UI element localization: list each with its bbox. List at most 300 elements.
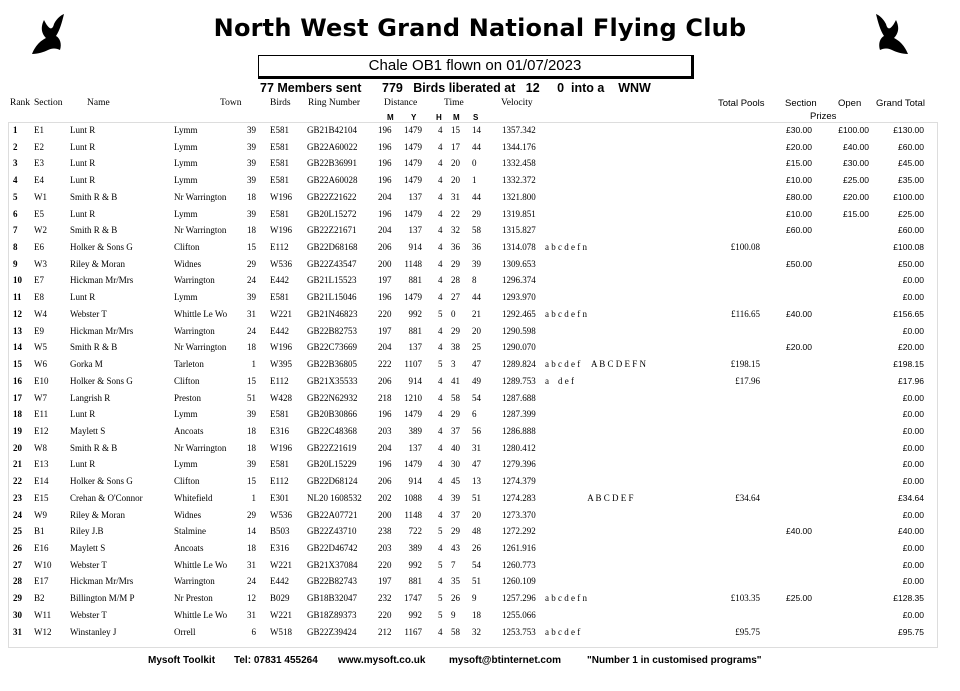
cell-time-hours: 4 (438, 191, 443, 202)
cell-fancier-code: W536 (270, 509, 292, 520)
cell-fancier-code: W221 (270, 559, 292, 570)
cell-distance-miles: 206 (378, 242, 392, 253)
cell-time-hours: 4 (438, 375, 443, 386)
cell-velocity: 1314.078 (502, 242, 536, 253)
cell-pools-entered: a b c d e f (545, 626, 581, 637)
cell-rank: 5 (13, 191, 18, 202)
cell-distance-yards: 1747 (404, 593, 422, 604)
cell-town: Nr Warrington (174, 342, 227, 353)
cell-time-seconds: 25 (472, 342, 481, 353)
cell-fancier-code: E581 (270, 175, 289, 186)
cell-birds: 39 (247, 459, 256, 470)
cell-time-seconds: 44 (472, 292, 481, 303)
cell-distance-miles: 204 (378, 342, 392, 353)
col-time: Time (444, 98, 464, 108)
table-row (0, 240, 960, 257)
cell-section: E1 (34, 125, 44, 135)
cell-town: Warrington (174, 325, 215, 336)
cell-distance-yards: 881 (408, 275, 422, 286)
cell-ring-number: GB22B82753 (307, 325, 358, 336)
cell-distance-yards: 1479 (404, 459, 422, 470)
cell-time-minutes: 9 (451, 609, 456, 620)
cell-section: E4 (34, 175, 44, 186)
cell-time-minutes: 58 (451, 626, 460, 637)
cell-distance-yards: 722 (408, 526, 422, 537)
cell-pools-amount: £103.35 (730, 593, 760, 604)
cell-time-seconds: 9 (472, 593, 477, 604)
table-row (0, 407, 960, 424)
cell-town: Lymm (174, 459, 198, 470)
table-row (0, 290, 960, 307)
cell-ring-number: GB22A60028 (307, 175, 358, 186)
cell-town: Ancoats (174, 425, 204, 436)
cell-birds: 39 (247, 175, 256, 186)
cell-fancier-code: E112 (270, 375, 289, 386)
cell-rank: 17 (13, 392, 22, 403)
col-grand-total: Grand Total (876, 98, 925, 109)
cell-velocity: 1279.396 (502, 459, 536, 470)
cell-velocity: 1255.066 (502, 609, 536, 620)
cell-town: Lymm (174, 292, 198, 303)
cell-name: Crehan & O'Connor (70, 492, 143, 503)
cell-distance-miles: 196 (378, 175, 392, 186)
cell-velocity: 1274.379 (502, 476, 536, 487)
cell-town: Clifton (174, 476, 200, 487)
table-row (0, 508, 960, 525)
cell-ring-number: GB22Z43547 (307, 258, 357, 269)
cell-pools-amount: £34.64 (735, 492, 760, 503)
cell-time-minutes: 58 (451, 392, 460, 403)
cell-grand-total: £0.00 (902, 409, 924, 420)
table-row (0, 357, 960, 374)
cell-grand-total: £25.00 (898, 208, 924, 219)
col-birds: Birds (270, 98, 291, 108)
cell-velocity: 1315.827 (502, 225, 536, 236)
cell-velocity: 1332.458 (502, 158, 536, 169)
cell-town: Whitefield (174, 492, 213, 503)
cell-name: Riley & Moran (70, 258, 125, 269)
cell-distance-miles: 196 (378, 292, 392, 303)
cell-section-prize: £20.00 (786, 342, 812, 353)
cell-ring-number: GB22C73669 (307, 342, 358, 353)
cell-town: Clifton (174, 242, 200, 253)
cell-rank: 15 (13, 359, 22, 370)
cell-rank: 26 (13, 542, 22, 553)
cell-ring-number: GB21N46823 (307, 308, 358, 319)
cell-velocity: 1290.070 (502, 342, 536, 353)
cell-ring-number: GB21X35533 (307, 375, 358, 386)
cell-time-minutes: 29 (451, 526, 460, 537)
cell-fancier-code: W395 (270, 359, 292, 370)
col-distance: Distance (384, 98, 418, 108)
cell-town: Lymm (174, 158, 198, 169)
cell-grand-total: £0.00 (902, 292, 924, 303)
cell-distance-miles: 196 (378, 208, 392, 219)
cell-fancier-code: W536 (270, 258, 292, 269)
cell-fancier-code: E581 (270, 409, 289, 420)
cell-birds: 6 (251, 626, 256, 637)
footer-email[interactable]: mysoft@btinternet.com (449, 655, 561, 666)
cell-distance-yards: 137 (408, 442, 422, 453)
cell-name: Holker & Sons G (70, 375, 133, 386)
table-row (0, 324, 960, 341)
cell-ring-number: GB22D46742 (307, 542, 358, 553)
cell-time-hours: 4 (438, 242, 443, 253)
cell-distance-miles: 196 (378, 141, 392, 152)
cell-time-hours: 4 (438, 392, 443, 403)
table-row (0, 574, 960, 591)
cell-velocity: 1274.283 (502, 492, 536, 503)
cell-name: Webster T (70, 559, 107, 570)
cell-time-hours: 4 (438, 425, 443, 436)
cell-grand-total: £0.00 (902, 559, 924, 570)
cell-time-seconds: 58 (472, 225, 481, 236)
cell-time-seconds: 54 (472, 559, 481, 570)
cell-town: Lymm (174, 208, 198, 219)
cell-grand-total: £0.00 (902, 425, 924, 436)
cell-time-hours: 4 (438, 492, 443, 503)
table-row (0, 374, 960, 391)
cell-name: Smith R & B (70, 191, 118, 202)
cell-section: B2 (34, 593, 45, 604)
cell-birds: 18 (247, 342, 256, 353)
cell-section: W8 (34, 442, 47, 453)
race-subtitle: Chale OB1 flown on 01/07/2023 (258, 55, 694, 79)
cell-ring-number: GB21L15523 (307, 275, 357, 286)
cell-time-minutes: 28 (451, 275, 460, 286)
cell-birds: 29 (247, 509, 256, 520)
cell-velocity: 1261.916 (502, 542, 536, 553)
cell-pools-entered: a d e f (545, 375, 574, 386)
cell-section-prize: £60.00 (786, 225, 812, 236)
cell-birds: 24 (247, 275, 256, 286)
cell-birds: 39 (247, 125, 256, 135)
cell-section: E6 (34, 242, 44, 253)
cell-ring-number: GB22B82743 (307, 576, 358, 587)
cell-section: W3 (34, 258, 47, 269)
cell-ring-number: GB22C48368 (307, 425, 358, 436)
cell-name: Lunt R (70, 409, 96, 420)
cell-fancier-code: B029 (270, 593, 290, 604)
cell-ring-number: GB20L15272 (307, 208, 357, 219)
cell-birds: 39 (247, 208, 256, 219)
cell-rank: 21 (13, 459, 22, 470)
cell-distance-yards: 1107 (404, 359, 422, 370)
cell-name: Lunt R (70, 158, 96, 169)
cell-section-prize: £15.00 (786, 158, 812, 169)
cell-birds: 51 (247, 392, 256, 403)
cell-time-seconds: 44 (472, 191, 481, 202)
cell-pools-entered: A B C D E F (545, 492, 634, 503)
cell-velocity: 1287.399 (502, 409, 536, 420)
pigeon-icon (874, 14, 910, 58)
cell-time-seconds: 20 (472, 325, 481, 336)
cell-section: W1 (34, 191, 47, 202)
cell-distance-miles: 197 (378, 576, 392, 587)
cell-section: W7 (34, 392, 47, 403)
cell-fancier-code: E316 (270, 425, 289, 436)
cell-name: Hickman Mr/Mrs (70, 325, 134, 336)
table-row (0, 491, 960, 508)
cell-ring-number: GB18Z89373 (307, 609, 357, 620)
cell-birds: 39 (247, 158, 256, 169)
footer-web[interactable]: www.mysoft.co.uk (338, 655, 426, 666)
cell-time-hours: 4 (438, 626, 443, 637)
cell-grand-total: £95.75 (898, 626, 924, 637)
cell-time-hours: 4 (438, 292, 443, 303)
cell-fancier-code: W196 (270, 225, 292, 236)
cell-fancier-code: E442 (270, 576, 289, 587)
cell-section: E14 (34, 476, 49, 487)
table-row (0, 608, 960, 625)
cell-grand-total: £198.15 (893, 359, 924, 370)
table-row (0, 474, 960, 491)
cell-grand-total: £0.00 (902, 509, 924, 520)
cell-distance-yards: 881 (408, 325, 422, 336)
cell-distance-miles: 222 (378, 359, 392, 370)
cell-grand-total: £0.00 (902, 576, 924, 587)
footer-tel: Tel: 07831 455264 (234, 655, 318, 666)
cell-time-hours: 5 (438, 359, 443, 370)
cell-section: E9 (34, 325, 44, 336)
cell-time-minutes: 38 (451, 342, 460, 353)
cell-distance-yards: 992 (408, 308, 422, 319)
cell-birds: 39 (247, 292, 256, 303)
table-row (0, 207, 960, 224)
cell-time-hours: 4 (438, 476, 443, 487)
cell-grand-total: £60.00 (898, 225, 924, 236)
cell-distance-yards: 992 (408, 609, 422, 620)
table-row (0, 273, 960, 290)
cell-name: Holker & Sons G (70, 242, 133, 253)
cell-birds: 31 (247, 559, 256, 570)
cell-velocity: 1260.773 (502, 559, 536, 570)
cell-section: W12 (34, 626, 52, 637)
cell-name: Holker & Sons G (70, 476, 133, 487)
cell-town: Whittle Le Wo (174, 609, 228, 620)
cell-birds: 29 (247, 258, 256, 269)
cell-time-minutes: 15 (451, 125, 460, 135)
cell-ring-number: GB21X37084 (307, 559, 358, 570)
cell-time-hours: 5 (438, 559, 443, 570)
col-town: Town (220, 98, 242, 108)
cell-section: E17 (34, 576, 49, 587)
cell-time-hours: 5 (438, 308, 443, 319)
cell-distance-miles: 232 (378, 593, 392, 604)
cell-ring-number: GB22Z21619 (307, 442, 357, 453)
cell-birds: 18 (247, 542, 256, 553)
cell-distance-yards: 1479 (404, 208, 422, 219)
table-row (0, 307, 960, 324)
cell-town: Widnes (174, 258, 202, 269)
cell-velocity: 1292.465 (502, 308, 536, 319)
cell-section: W10 (34, 559, 52, 570)
cell-distance-yards: 914 (408, 476, 422, 487)
cell-distance-miles: 204 (378, 191, 392, 202)
cell-rank: 29 (13, 593, 22, 604)
cell-grand-total: £0.00 (902, 325, 924, 336)
cell-time-minutes: 3 (451, 359, 456, 370)
cell-name: Langrish R (70, 392, 111, 403)
cell-velocity: 1286.888 (502, 425, 536, 436)
cell-grand-total: £156.65 (893, 308, 924, 319)
cell-grand-total: £0.00 (902, 459, 924, 470)
cell-time-seconds: 0 (472, 158, 477, 169)
cell-time-hours: 4 (438, 325, 443, 336)
cell-ring-number: GB22N62932 (307, 392, 358, 403)
cell-ring-number: GB22Z43710 (307, 526, 357, 537)
cell-name: Smith R & B (70, 342, 118, 353)
col-rank: Rank (10, 98, 31, 108)
cell-name: Lunt R (70, 125, 96, 135)
cell-rank: 3 (13, 158, 18, 169)
cell-time-hours: 4 (438, 258, 443, 269)
cell-rank: 1 (13, 125, 18, 135)
cell-distance-yards: 137 (408, 225, 422, 236)
cell-fancier-code: W196 (270, 342, 292, 353)
cell-distance-miles: 206 (378, 375, 392, 386)
cell-birds: 24 (247, 576, 256, 587)
cell-distance-miles: 203 (378, 542, 392, 553)
cell-pools-amount: £95.75 (735, 626, 760, 637)
cell-time-hours: 5 (438, 593, 443, 604)
cell-name: Webster T (70, 609, 107, 620)
cell-ring-number: GB22B36805 (307, 359, 358, 370)
cell-time-minutes: 39 (451, 492, 460, 503)
cell-distance-miles: 203 (378, 425, 392, 436)
cell-distance-yards: 1479 (404, 158, 422, 169)
table-row (0, 156, 960, 173)
cell-town: Lymm (174, 125, 198, 135)
cell-time-seconds: 8 (472, 275, 477, 286)
cell-ring-number: GB22Z21622 (307, 191, 357, 202)
table-row (0, 340, 960, 357)
cell-section: W9 (34, 509, 47, 520)
cell-name: Lunt R (70, 292, 96, 303)
cell-distance-miles: 196 (378, 125, 392, 135)
cell-distance-miles: 197 (378, 325, 392, 336)
cell-time-minutes: 29 (451, 258, 460, 269)
cell-distance-miles: 238 (378, 526, 392, 537)
cell-time-seconds: 18 (472, 609, 481, 620)
cell-grand-total: £100.08 (893, 242, 924, 253)
cell-grand-total: £50.00 (898, 258, 924, 269)
cell-time-seconds: 48 (472, 526, 481, 537)
cell-grand-total: £0.00 (902, 392, 924, 403)
cell-time-seconds: 32 (472, 626, 481, 637)
cell-name: Winstanley J (70, 626, 117, 637)
cell-fancier-code: W196 (270, 191, 292, 202)
cell-pools-amount: £116.65 (731, 308, 760, 319)
cell-velocity: 1332.372 (502, 175, 536, 186)
cell-distance-yards: 1088 (404, 492, 422, 503)
footer-tagline: "Number 1 in customised programs" (587, 655, 762, 666)
cell-velocity: 1257.296 (502, 593, 536, 604)
cell-fancier-code: E112 (270, 242, 289, 253)
cell-time-minutes: 26 (451, 593, 460, 604)
cell-town: Whittle Le Wo (174, 559, 228, 570)
cell-time-minutes: 0 (451, 308, 456, 319)
cell-birds: 1 (251, 492, 256, 503)
cell-name: Webster T (70, 308, 107, 319)
cell-fancier-code: E581 (270, 459, 289, 470)
cell-velocity: 1290.598 (502, 325, 536, 336)
cell-name: Riley J.B (70, 526, 104, 537)
cell-time-seconds: 6 (472, 409, 477, 420)
cell-pools-entered: a b c d e f n (545, 593, 587, 604)
cell-velocity: 1273.370 (502, 509, 536, 520)
cell-distance-yards: 137 (408, 342, 422, 353)
cell-ring-number: GB22Z39424 (307, 626, 357, 637)
cell-rank: 12 (13, 308, 22, 319)
birds-liberated: 779 Birds liberated at 12 0 into a WNW (382, 81, 651, 95)
cell-ring-number: GB22D68124 (307, 476, 358, 487)
cell-time-hours: 4 (438, 442, 443, 453)
cell-open-prize: £40.00 (843, 141, 869, 152)
cell-ring-number: GB21L15046 (307, 292, 357, 303)
cell-velocity: 1253.753 (502, 626, 536, 637)
table-row (0, 558, 960, 575)
cell-velocity: 1296.374 (502, 275, 536, 286)
cell-section: E15 (34, 492, 49, 503)
cell-time-seconds: 47 (472, 459, 481, 470)
cell-section-prize: £50.00 (786, 258, 812, 269)
col-time-m: M (453, 113, 460, 122)
cell-town: Widnes (174, 509, 202, 520)
cell-distance-yards: 1479 (404, 175, 422, 186)
cell-velocity: 1272.292 (502, 526, 536, 537)
cell-time-hours: 4 (438, 158, 443, 169)
cell-velocity: 1260.109 (502, 576, 536, 587)
cell-time-minutes: 31 (451, 191, 460, 202)
cell-grand-total: £130.00 (893, 125, 924, 135)
cell-section: W2 (34, 225, 47, 236)
cell-birds: 1 (251, 359, 256, 370)
cell-time-minutes: 37 (451, 509, 460, 520)
col-prizes: Prizes (810, 111, 837, 122)
cell-time-seconds: 29 (472, 208, 481, 219)
cell-time-minutes: 32 (451, 225, 460, 236)
cell-section-prize: £30.00 (786, 125, 812, 135)
cell-distance-yards: 1148 (404, 509, 422, 520)
col-time-h: H (436, 113, 442, 122)
cell-fancier-code: E581 (270, 292, 289, 303)
cell-section-prize: £10.00 (786, 208, 812, 219)
cell-time-seconds: 36 (472, 242, 481, 253)
cell-time-hours: 5 (438, 609, 443, 620)
cell-grand-total: £0.00 (902, 609, 924, 620)
cell-fancier-code: E442 (270, 325, 289, 336)
col-ring: Ring Number (308, 98, 360, 108)
cell-rank: 4 (13, 175, 18, 186)
cell-grand-total: £45.00 (898, 158, 924, 169)
cell-town: Tarleton (174, 359, 204, 370)
cell-pools-amount: £17.96 (735, 375, 760, 386)
cell-birds: 39 (247, 409, 256, 420)
cell-town: Nr Preston (174, 593, 213, 604)
cell-velocity: 1280.412 (502, 442, 536, 453)
cell-fancier-code: E301 (270, 492, 289, 503)
cell-distance-miles: 212 (378, 626, 392, 637)
cell-time-minutes: 41 (451, 375, 460, 386)
cell-distance-miles: 200 (378, 509, 392, 520)
cell-name: Lunt R (70, 175, 96, 186)
cell-town: Warrington (174, 576, 215, 587)
cell-time-hours: 4 (438, 409, 443, 420)
cell-section: E2 (34, 141, 44, 152)
cell-time-seconds: 26 (472, 542, 481, 553)
cell-open-prize: £100.00 (838, 125, 869, 135)
